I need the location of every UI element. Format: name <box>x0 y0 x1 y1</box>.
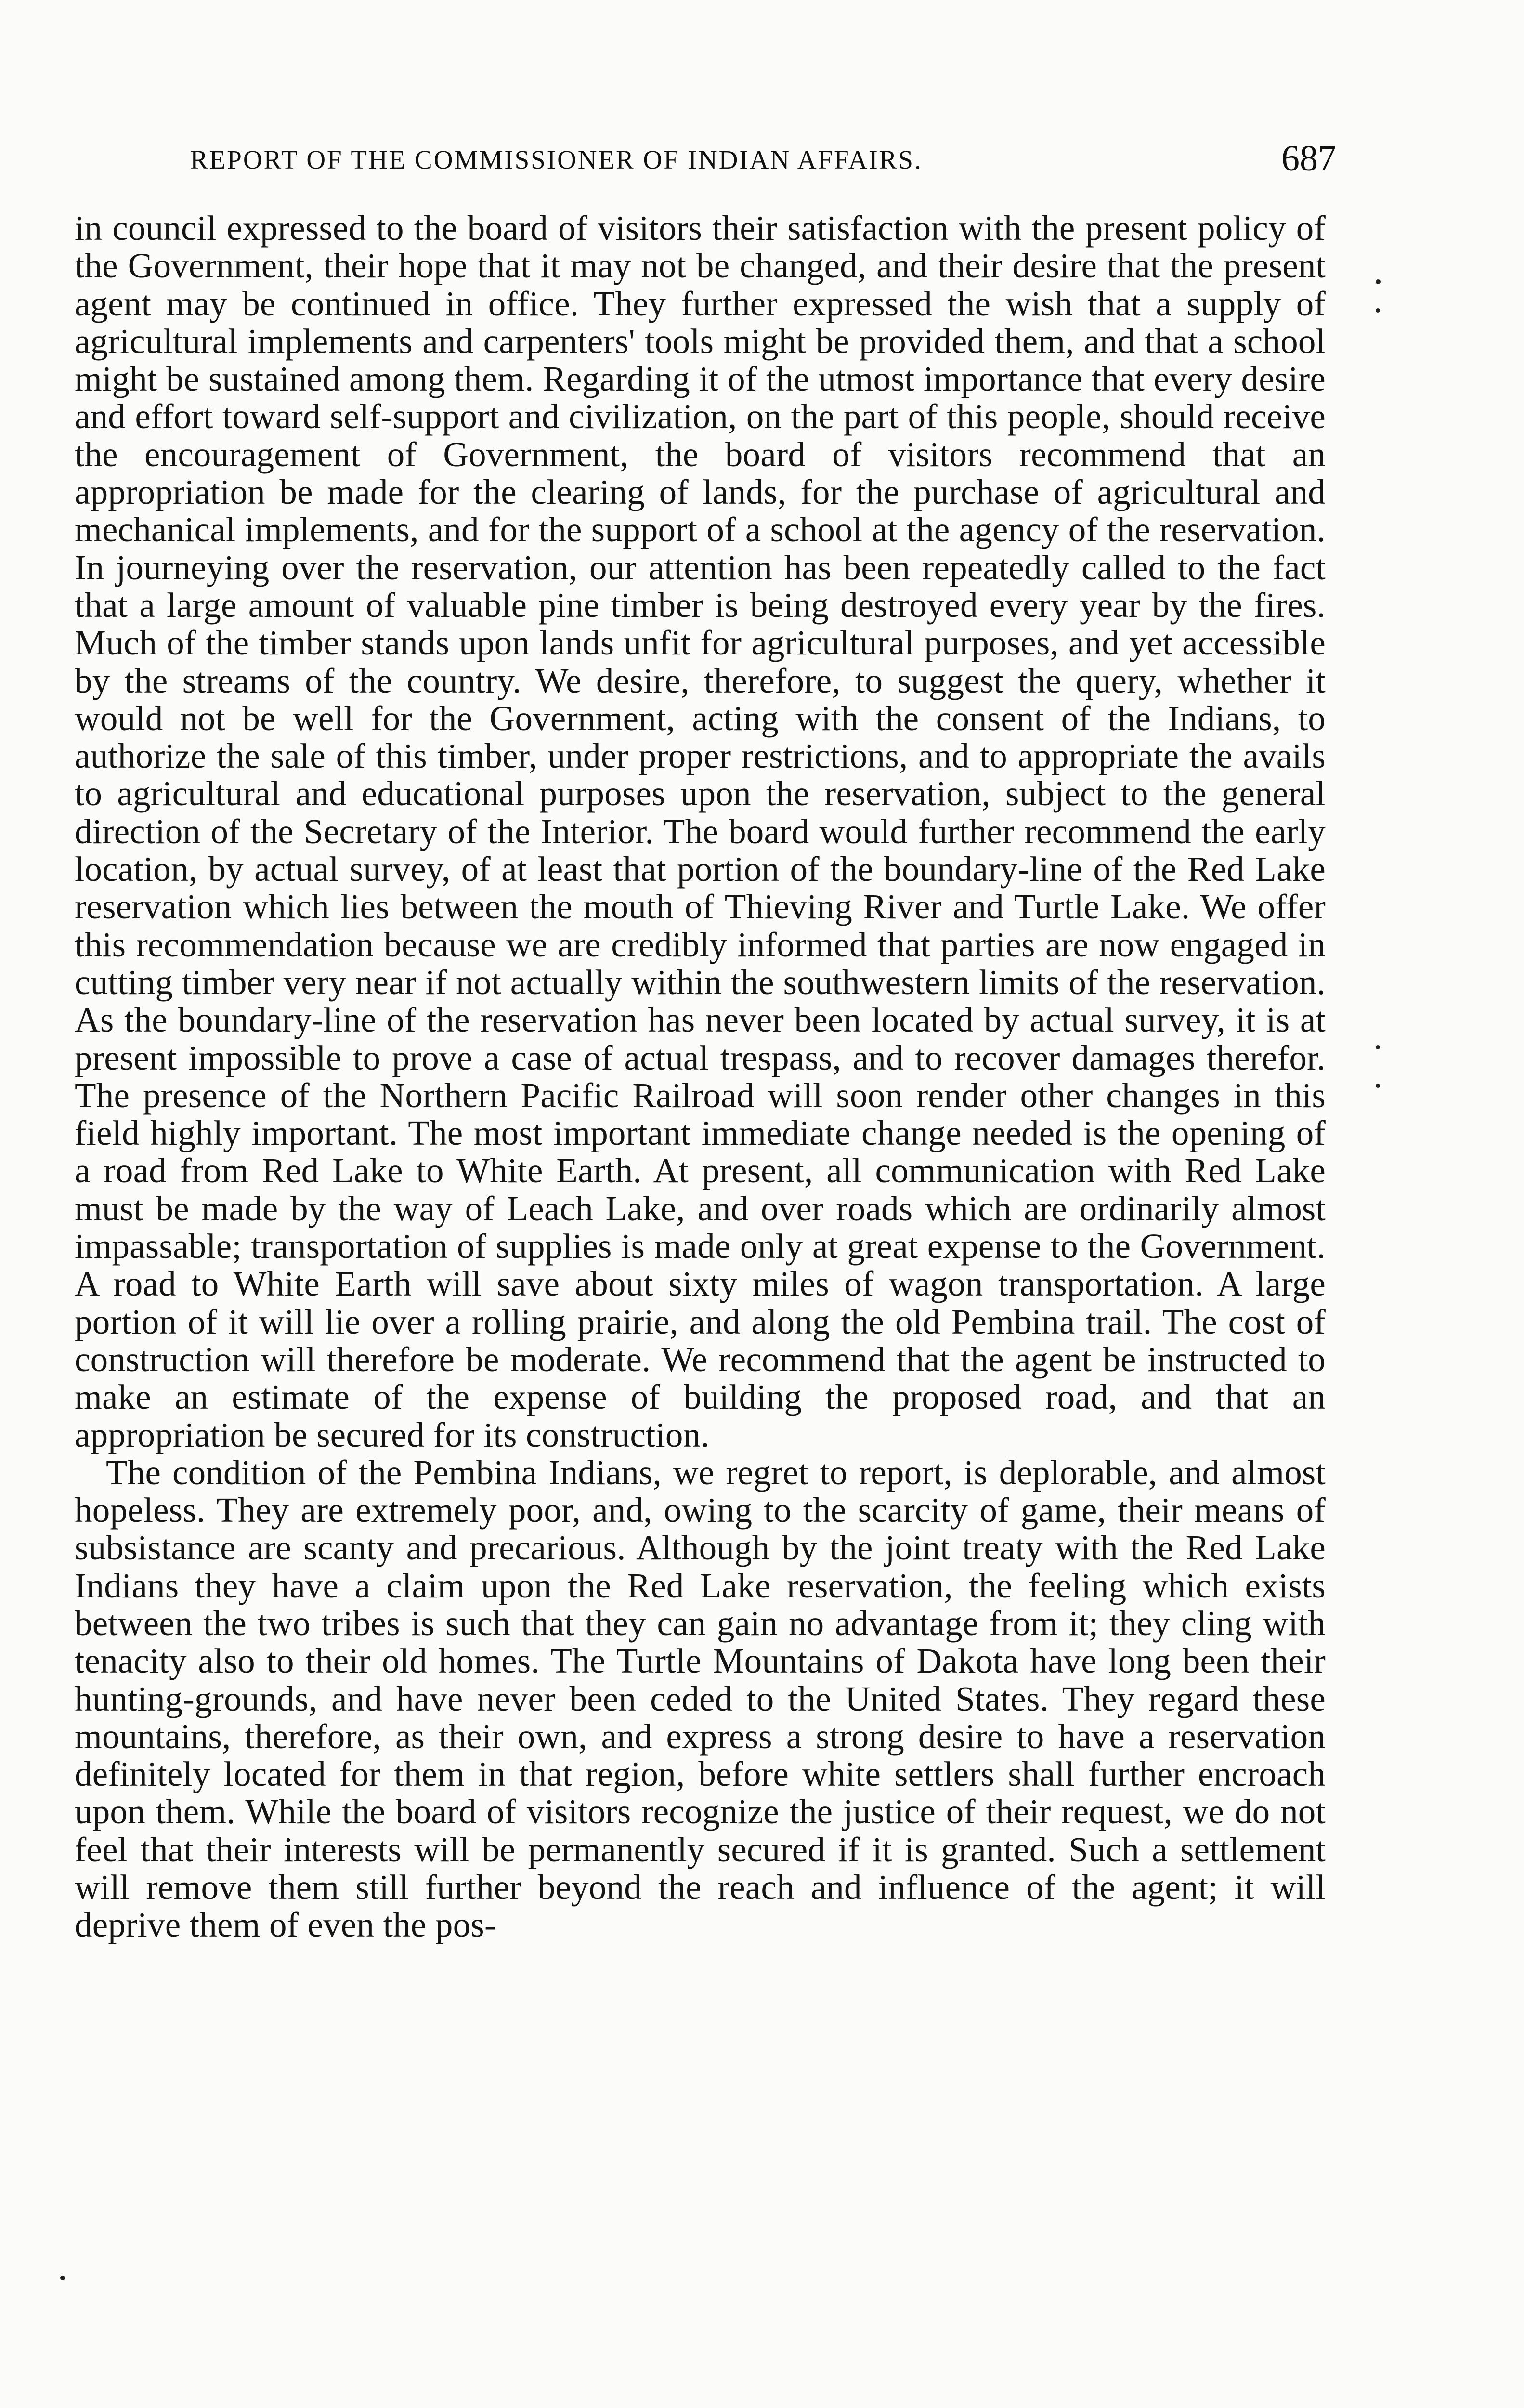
page-header <box>190 138 1336 189</box>
running-title: REPORT OF THE COMMISSIONER OF INDIAN AFFAIRS. <box>190 145 923 174</box>
print-speck <box>1376 1045 1380 1049</box>
print-speck <box>1376 308 1380 313</box>
page-number: 687 <box>1281 138 1336 179</box>
print-speck <box>1376 279 1381 284</box>
print-speck <box>60 2276 65 2280</box>
paragraph-continued: in council expressed to the board of visitors their satisfaction with the present policy of the Government, their hope that it may not be changed, and their desire that the present agent may be continued in office. They further expressed the wish that a supply of agricultural implements and carpenters' tools might be provided them, and that a school might be sustained among them. Regarding it of the utmost importance that every desire and effort toward self-support and civilization, on the part of this people, should receive the encouragement of Government, the board of visitors recommend that an appropriation be made for the clearing of lands, for the purchase of agricultural and mechanical implements, and for the support of a school at the agency of the reservation. In journeying over the reservation, our attention has been repeatedly called to the fact that a large amount of valuable pine timber is being destroyed every year by the fires. Much of the timber stands upon lands unfit for agricultural purposes, and yet accessible by the streams of the country. We desire, therefore, to suggest the query, whether it would not be well for the Government, acting with the consent of the Indians, to authorize the sale of this timber, under proper restrictions, and to appropriate the avails to agricultural and educational purposes upon the reservation, subject to the general direction of the Secretary of the Interior. The board would further recommend the early location, by actual survey, of at least that portion of the boundary-line of the Red Lake reservation which lies between the mouth of Thieving River and Turtle Lake. We offer this recommendation because we are credibly informed that parties are now engaged in cutting timber very near if not actually within the southwestern limits of the reservation. As the boundary-line of the reservation has never been located by actual survey, it is at present impossible to prove a case of actual trespass, and to recover damages therefor. The presence of the Northern Pacific Railroad will soon render other changes in this field highly important. The most important immediate change needed is the opening of a road from Red Lake to White Earth. At present, all communication with Red Lake must be made by the way of Leach Lake, and over roads which are ordinarily almost impassable; transportation of supplies is made only at great expense to the Government. A road to White Earth will save about sixty miles of wagon transportation. A large portion of it will lie over a rolling prairie, and along the old Pembina trail. The cost of construction will therefore be moderate. We recommend that the agent be instructed to make an estimate of the expense of building the proposed road, and that an appropriation be secured for its construction. <box>75 209 1326 1454</box>
print-speck <box>1376 1084 1380 1088</box>
paragraph-pembina-indians: The condition of the Pembina Indians, we regret to report, is deplorable, and almost hopeless. They are extremely poor, and, owing to the scarcity of game, their means of subsistance are scanty and precarious. Although by the joint treaty with the Red Lake Indians they have a claim upon the Red Lake reservation, the feeling which exists between the two tribes is such that they can gain no advantage from it; they cling with tenacity also to their old homes. The Turtle Mountains of Dakota have long been their hunting-grounds, and have never been ceded to the United States. They regard these mountains, therefore, as their own, and express a strong desire to have a reservation definitely located for them in that region, before white settlers shall further encroach upon them. While the board of visitors recognize the justice of their request, we do not feel that their interests will be permanently secured if it is granted. Such a settlement will remove them still further beyond the reach and influence of the agent; it will deprive them of even the pos- <box>75 1453 1326 1945</box>
body-text <box>75 209 1326 1944</box>
